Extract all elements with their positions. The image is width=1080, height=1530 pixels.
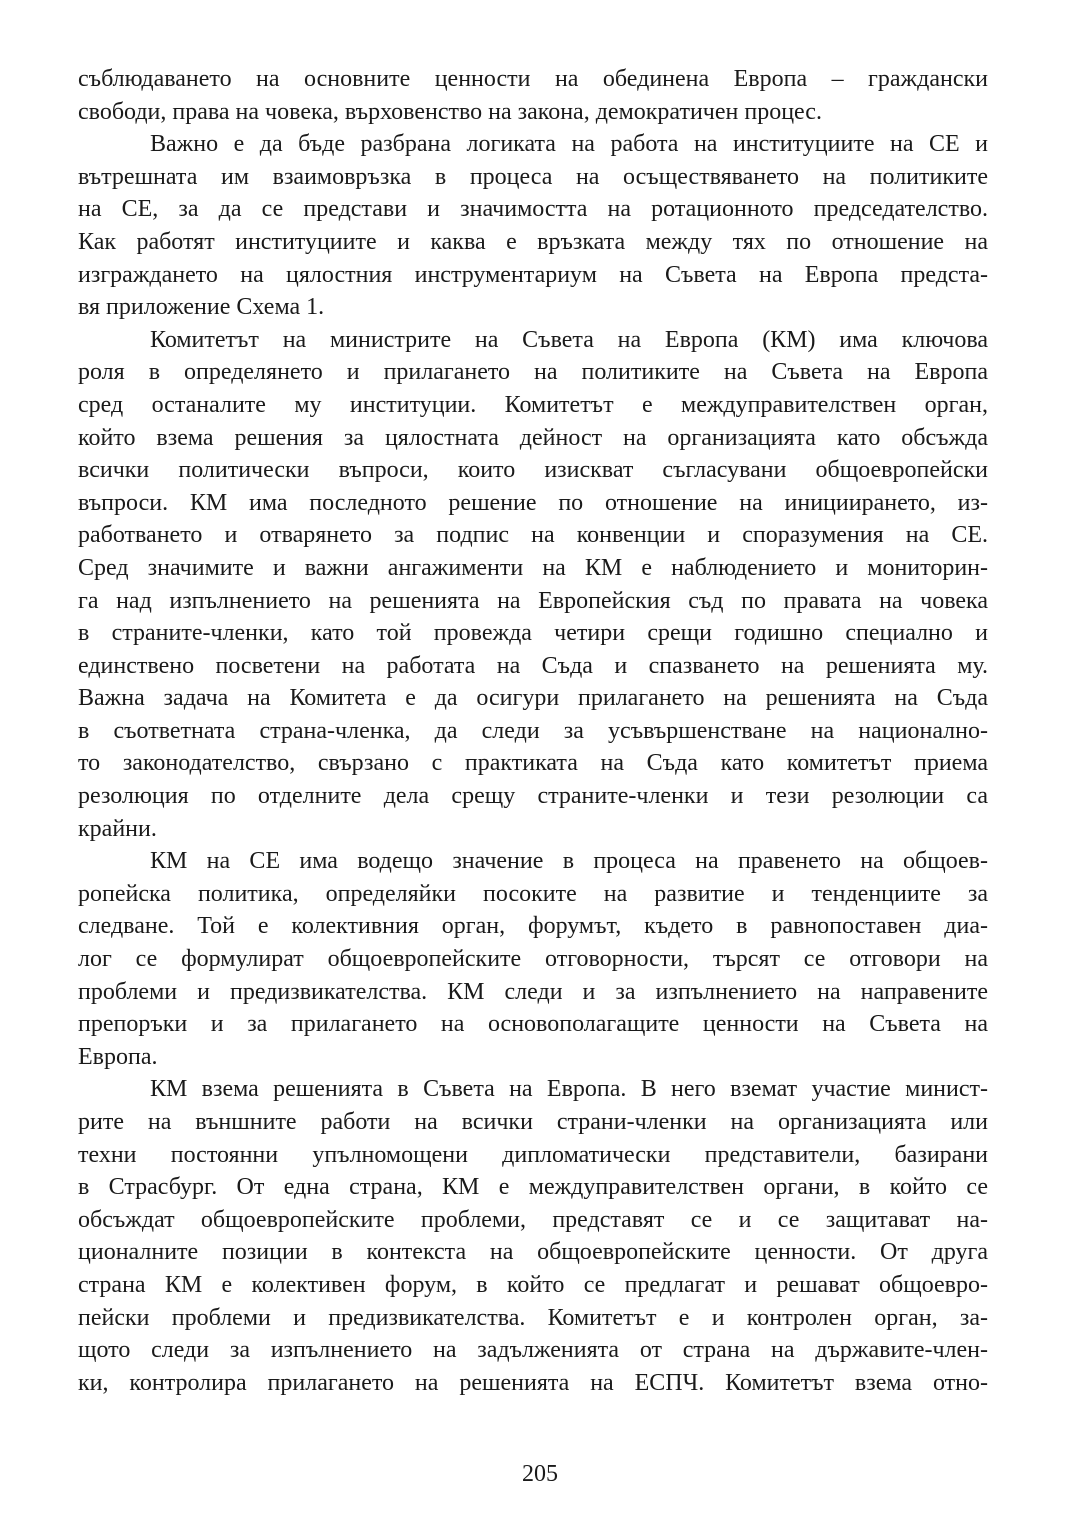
text-line: в Страсбург. От една страна, КМ е междуправителствен органи, в който се [78, 1174, 988, 1201]
page-number: 205 [522, 1461, 558, 1487]
text-line: техни постоянни упълномощени дипломатически представители, базирани [78, 1141, 988, 1168]
text-line: единствено посветени на работата на Съда и спазването на решенията му. [78, 652, 988, 679]
text-line: Сред значимите и важни ангажименти на КМ е наблюдението и мониторин- [78, 554, 988, 581]
text-line: работването и отварянето за подпис на конвенции и споразумения на СЕ. [78, 522, 988, 549]
text-line: рите на външните работи на всички страни-членки на организацията или [78, 1109, 988, 1135]
text-line: обсъждат общоевропейските проблеми, представят се и се защитават на- [78, 1206, 988, 1233]
text-line: ки, контролира прилагането на решенията на ЕСПЧ. Комитетът взема отно- [78, 1369, 988, 1396]
text-line: вътрешната им взаимовръзка в процеса на осъществяването на политиките [78, 163, 988, 190]
text-line: ропейска политика, определяйки посоките на развитие и тенденциите за [78, 880, 988, 907]
text-line: Как работят институциите и каква е връзката между тях по отношение на [78, 228, 988, 255]
text-line: крайни. [78, 815, 157, 842]
text-line: Комитетът на министрите на Съвета на Европа (КМ) има ключова [150, 326, 988, 353]
text-line: пейски проблеми и предизвикателства. Комитетът е и контролен орган, за- [78, 1304, 988, 1331]
text-line: свободи, права на човека, върховенство на закона, демократичен процес. [78, 98, 822, 125]
text-line: га над изпълнението на решенията на Европейския съд по правата на човека [78, 587, 988, 614]
text-line: който взема решения за цялостната дейност на организацията като обсъжда [78, 424, 988, 451]
text-line: КМ на СЕ има водещо значение в процеса на правенето на общоев- [150, 848, 988, 875]
paragraph [78, 128, 988, 324]
text-line: резолюция по отделните дела срещу страните-членки и тези резолюции са [78, 783, 988, 810]
text-line: страна КМ е колективен форум, в който се предлагат и решават общоевро- [78, 1271, 988, 1298]
text-line: КМ взема решенията в Съвета на Европа. В него вземат участие минист- [150, 1076, 988, 1103]
text-line: изграждането на цялостния инструментариум на Съвета на Европа предста- [78, 261, 988, 288]
text-line: препоръки и за прилагането на основополагащите ценности на Съвета на [78, 1011, 988, 1038]
text-line: вя приложение Схема 1. [78, 294, 325, 321]
paragraph [78, 1073, 988, 1399]
text-line: Важно е да бъде разбрана логиката на работа на институциите на СЕ и [150, 131, 988, 158]
text-line: следване. Той е колективния орган, форумът, където в равнопоставен диа- [78, 913, 988, 940]
text-line: то законодателство, свързано с практиката на Съда като комитетът приема [78, 750, 988, 777]
paragraph [78, 324, 988, 846]
text-line: проблеми и предизвикателства. КМ следи и за изпълнението на направените [78, 978, 988, 1005]
text-line: всички политически въпроси, които изискват съгласувани общоевропейски [78, 457, 988, 484]
text-line: на СЕ, за да се представи и значимостта на ротационното председателство. [78, 196, 988, 223]
text-line: в съответната страна-членка, да следи за усъвършенстване на национално- [78, 717, 988, 744]
text-line: Важна задача на Комитета е да осигури прилагането на решенията на Съда [78, 685, 988, 712]
text-line: роля в определянето и прилагането на политиките на Съвета на Европа [78, 359, 988, 386]
text-line: сред останалите му институции. Комитетът е междуправителствен орган, [78, 391, 988, 418]
text-line: щото следи за изпълнението на задълженията от страна на държавите-член- [78, 1337, 988, 1364]
text-line: съблюдаването на основните ценности на обединена Европа – граждански [78, 66, 988, 92]
body-text [78, 63, 988, 1399]
text-line: въпроси. КМ има последното решение по отношение на инициирането, из- [78, 489, 988, 516]
text-line: Европа. [78, 1043, 158, 1070]
paragraph [78, 845, 988, 1073]
text-line: ционалните позиции в контекста на общоевропейските ценности. От друга [78, 1239, 988, 1266]
text-line: лог се формулират общоевропейските отговорности, търсят се отговори на [78, 946, 988, 973]
text-line: в страните-членки, като той провежда четири срещи годишно специално и [78, 620, 988, 647]
paragraph [78, 63, 988, 128]
